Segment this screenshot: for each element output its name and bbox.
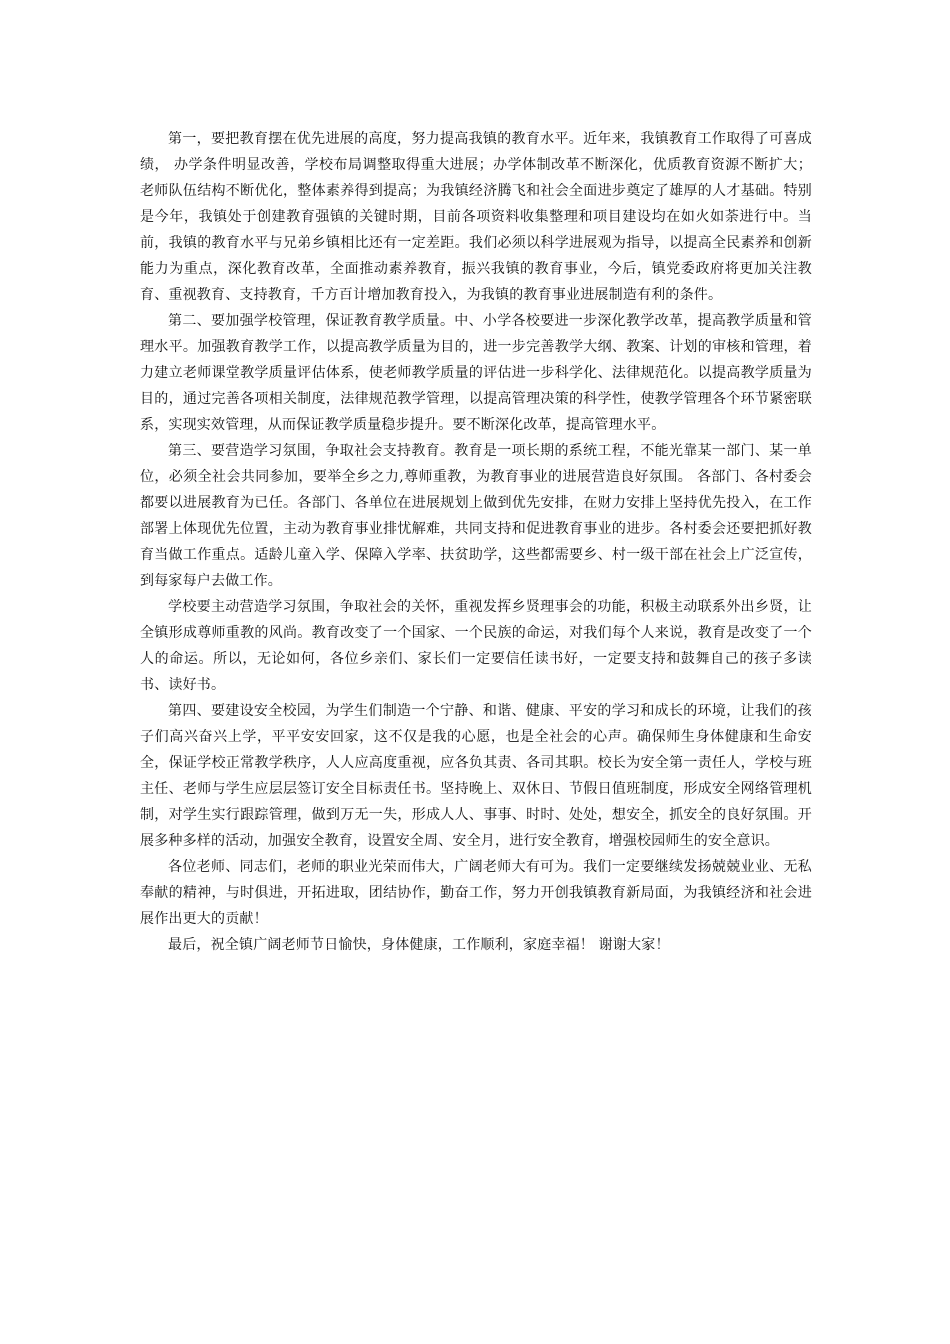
- paragraph-2: 第二、要加强学校管理，保证教育教学质量。中、小学各校要进一步深化教学改革，提高教学质量和管理水平。加强教育教学工作，以提高教学质量为目的，进一步完善教学大纲、教案、计划的审核和管理，着力建立老师课堂教学质量评估体系，使老师教学质量的评估进一步科学化、法律规范化。以提高教学质量为目的，通过完善各项相关制度，法律规范教学管理，以提高管理决策的科学性，使教学管理各个环节紧密联系，实现实效管理，从而保证教学质量稳步提升。要不断深化改革，提高管理水平。: [140, 313, 812, 433]
- paragraph-7: 最后，祝全镇广阔老师节日愉快，身体健康，工作顺利，家庭幸福！ 谢谢大家！: [168, 937, 670, 953]
- paragraph-1: 第一，要把教育摆在优先进展的高度，努力提高我镇的教育水平。近年来，我镇教育工作取得了可喜成绩， 办学条件明显改善，学校布局调整取得重大进展；办学体制改革不断深化，优质教育资源不断扩大；老师队伍结构不断优化，整体素养得到提高；为我镇经济腾飞和社会全面进步奠定了雄厚的人才基础。特别是今年，我镇处于创建教育强镇的关键时期，目前各项资料收集整理和项目建设均在如火如荼进行中。当前，我镇的教育水平与兄弟乡镇相比还有一定差距。我们必须以科学进展观为指导，以提高全民素养和创新能力为重点，深化教育改革，全面推动素养教育，振兴我镇的教育事业，今后，镇党委政府将更加关注教育、重视教育、支持教育，千方百计增加教育投入，为我镇的教育事业进展制造有利的条件。: [140, 131, 812, 303]
- paragraph-5: 第四、要建设安全校园，为学生们制造一个宁静、和谐、健康、平安的学习和成长的环境，让我们的孩子们高兴奋兴上学，平平安安回家，这不仅是我的心愿，也是全社会的心声。确保师生身体健康和生命安全，保证学校正常教学秩序，人人应高度重视，应各负其责、各司其职。校长为安全第一责任人，学校与班主任、老师与学生应层层签订安全目标责任书。坚持晚上、双休日、节假日值班制度，形成安全网络管理机制，对学生实行跟踪管理，做到万无一失，形成人人、事事、时时、处处，想安全，抓安全的良好氛围。开展多种多样的活动，加强安全教育，设置安全周、安全月，进行安全教育，增强校园师生的安全意识。: [140, 703, 812, 849]
- paragraph-6: 各位老师、同志们，老师的职业光荣而伟大，广阔老师大有可为。我们一定要继续发扬兢兢业业、无私奉献的精神，与时俱进，开拓进取，团结协作，勤奋工作，努力开创我镇教育新局面，为我镇经济和社会进展作出更大的贡献！: [140, 859, 812, 927]
- paragraph-3: 第三、要营造学习氛围，争取社会支持教育。教育是一项长期的系统工程，不能光靠某一部门、某一单位，必须全社会共同参加，要举全乡之力,尊师重教，为教育事业的进展营造良好氛围。 各部门、各村委会都要以进展教育为已任。各部门、各单位在进展规划上做到优先安排，在财力安排上坚持优先投入，在工作部署上体现优先位置，主动为教育事业排忧解难，共同支持和促进教育事业的进步。各村委会还要把抓好教育当做工作重点。适龄儿童入学、保障入学率、扶贫助学，这些都需要乡、村一级干部在社会上广泛宣传，到每家每户去做工作。: [140, 443, 812, 589]
- paragraph-4: 学校要主动营造学习氛围，争取社会的关怀，重视发挥乡贤理事会的功能，积极主动联系外出乡贤，让全镇形成尊师重教的风尚。教育改变了一个国家、一个民族的命运，对我们每个人来说，教育是改变了一个人的命运。所以，无论如何，各位乡亲们、家长们一定要信任读书好，一定要支持和鼓舞自己的孩子多读书、读好书。: [140, 599, 812, 693]
- document-body: [140, 126, 812, 958]
